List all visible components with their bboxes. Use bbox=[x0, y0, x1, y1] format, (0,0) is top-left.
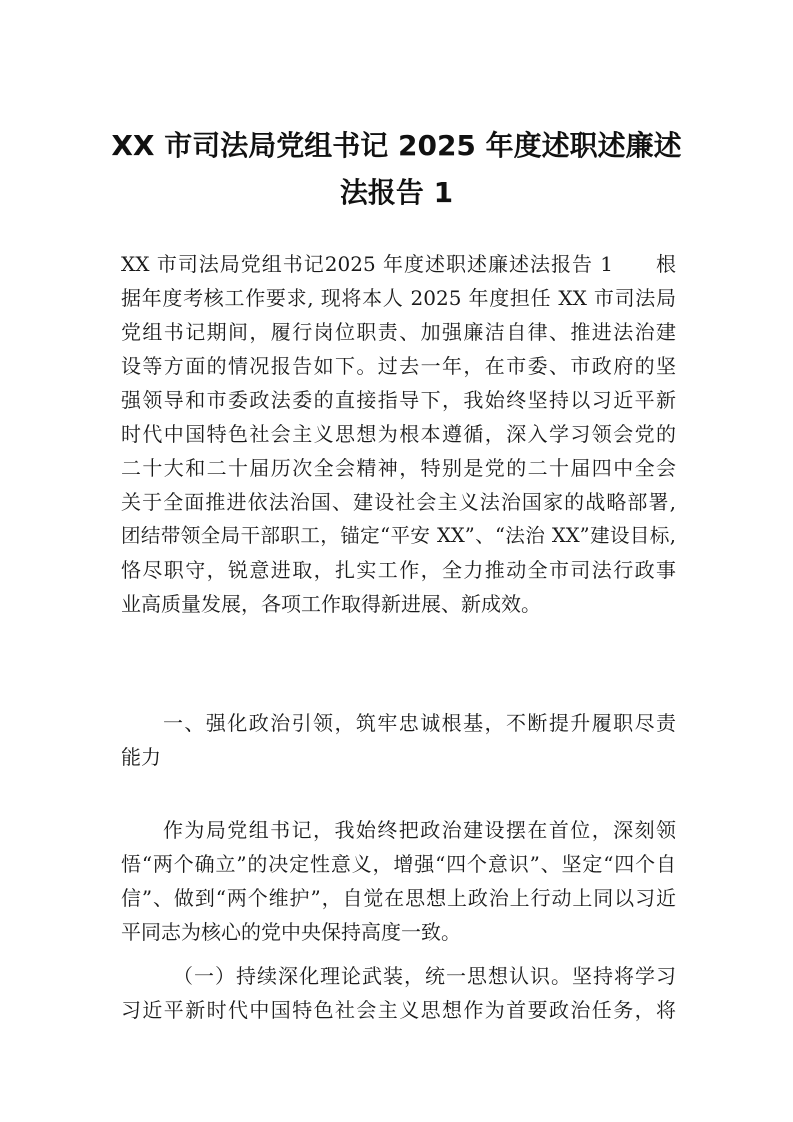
paragraph-line: 悟“两个确立”的决定性意义，增强“四个意识”、坚定“四个自 bbox=[121, 852, 676, 876]
document-title-line-2: 法报告 1 bbox=[339, 176, 454, 209]
paragraph-line: 能力 bbox=[121, 745, 161, 769]
paragraph-line: 关于全面推进依法治国、建设社会主义法治国家的战略部署, bbox=[121, 490, 676, 514]
paragraph-line: 平同志为核心的党中央保持高度一致。 bbox=[121, 920, 461, 944]
paragraph-line: （一）持续深化理论武装，统一思想认识。坚持将学习 bbox=[173, 964, 676, 988]
section-heading-1 bbox=[121, 706, 676, 774]
paragraph-line: 一、强化政治引领，筑牢忠诚根基，不断提升履职尽责 bbox=[163, 711, 676, 735]
paragraph-political-building bbox=[121, 813, 676, 949]
paragraph-line: 团结带领全局干部职工，锚定“平安 XX”、“法治 XX”建设目标, bbox=[121, 524, 676, 547]
paragraph-theory-study bbox=[121, 959, 676, 1027]
paragraph-line: XX 市司法局党组书记2025 年度述职述廉述法报告 1 根 bbox=[121, 252, 676, 276]
paragraph-line: 作为局党组书记，我始终把政治建设摆在首位，深刻领 bbox=[163, 818, 676, 842]
paragraph-line: 据年度考核工作要求, 现将本人 2025 年度担任 XX 市司法局 bbox=[121, 286, 676, 310]
paragraph-line: 习近平新时代中国特色社会主义思想作为首要政治任务，将 bbox=[121, 998, 676, 1022]
paragraph-line: 恪尽职守，锐意进取，扎实工作，全力推动全市司法行政事 bbox=[121, 558, 676, 582]
paragraph-line: 二十大和二十届历次全会精神，特别是党的二十届四中全会 bbox=[121, 456, 676, 480]
paragraph-line: 信”、做到“两个维护”，自觉在思想上政治上行动上同以习近 bbox=[121, 886, 676, 910]
paragraph-line: 党组书记期间，履行岗位职责、加强廉洁自律、推进法治建 bbox=[121, 320, 676, 344]
paragraph-line: 业高质量发展，各项工作取得新进展、新成效。 bbox=[121, 592, 541, 616]
paragraph-line: 时代中国特色社会主义思想为根本遵循，深入学习领会党的 bbox=[121, 422, 676, 446]
paragraph-intro bbox=[121, 247, 676, 621]
document-title-line-1: XX 市司法局党组书记 2025 年度述职述廉述 bbox=[111, 129, 682, 162]
paragraph-line: 设等方面的情况报告如下。过去一年，在市委、市政府的坚 bbox=[121, 354, 676, 378]
paragraph-line: 强领导和市委政法委的直接指导下，我始终坚持以习近平新 bbox=[121, 388, 676, 412]
